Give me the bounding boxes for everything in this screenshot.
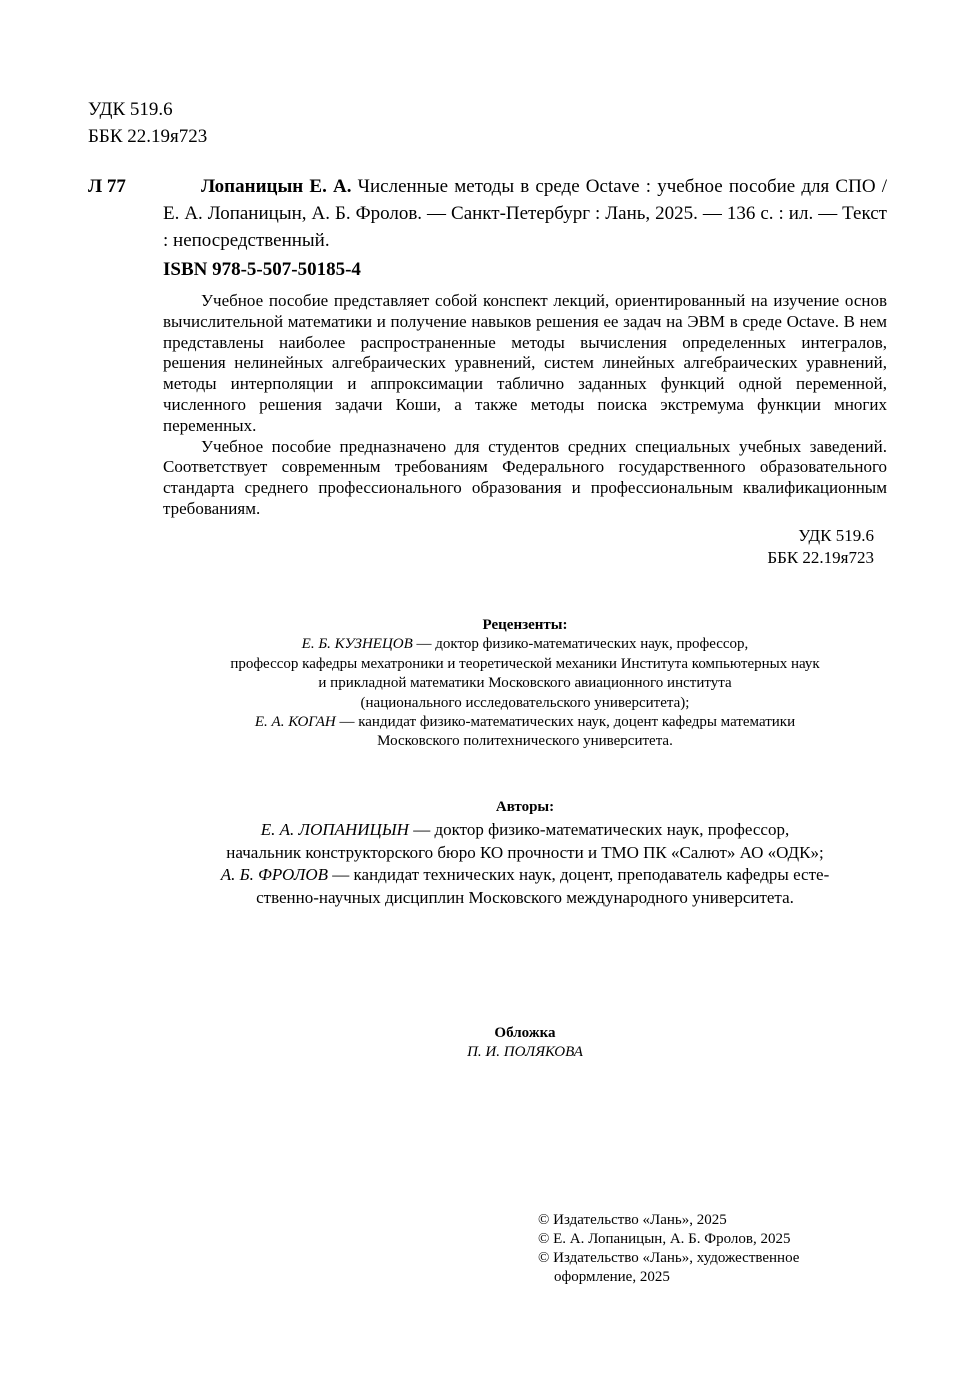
cover-designer: П. И. ПОЛЯКОВА [467,1044,583,1060]
isbn: ISBN 978-5-507-50185-4 [163,259,361,280]
record-text: Численные методы в среде Octave : учебное пособие для СПО / Е. А. Лопаницын, А. Б. Фролов. — Санкт-Петербург : Лань, 2025. — 136 с. : ил. — Текст : непосредственный. [163,176,887,251]
author-2-name: А. Б. ФРОЛОВ [220,865,329,885]
copyright-line-1: © Издательство «Лань», 2025 [538,1212,727,1228]
annotation-paragraph-2: Учебное пособие предназначено для студентов средних специальных учебных заведений. Соответствует современным требованиям Федерального государственного образовательного стандарта среднего профессионального образования и профессиональным квалификационным требованиям. [163,436,887,518]
authors-heading: Авторы: [495,799,555,815]
author-mark: Л 77 [88,176,126,197]
udk-code: УДК 519.6 [88,99,173,120]
udk-code-right: УДК 519.6 [798,526,874,545]
reviewer-1-line-2: профессор кафедры мехатроники и теоретической механики Института компьютерных наук [230,655,820,672]
authors-block [100,798,950,909]
author-2-line-2: ственно-научных дисциплин Московского международного университета. [256,887,794,907]
author-1-line-2: начальник конструкторского бюро КО прочности и ТМО ПК «Салют» АО «ОДК»; [226,842,824,862]
bbk-code: ББК 22.19я723 [88,126,208,147]
reviewer-1-name: Е. Б. КУЗНЕЦОВ [301,636,413,653]
copyright-line-2: © Е. А. Лопаницын, А. Б. Фролов, 2025 [538,1231,791,1247]
bibliographic-record [163,173,887,254]
reviewer-2-name: Е. А. КОГАН [254,714,336,731]
cover-block [100,1024,950,1062]
annotation [163,291,887,520]
copyright-block [538,1211,799,1287]
reviewer-2-line-1: Е. А. КОГАН — кандидат физико-математических наук, доцент кафедры математики [254,714,796,731]
copyright-line-3: © Издательство «Лань», художественное [538,1250,800,1266]
reviewer-1-line-1: Е. Б. КУЗНЕЦОВ — доктор физико-математических наук, профессор, [301,636,749,653]
classification-block-right [740,525,874,569]
cover-heading: Обложка [494,1025,556,1041]
reviewers-block [100,616,950,752]
author-2-line-1: А. Б. ФРОЛОВ — кандидат технических наук, доцент, преподаватель кафедры есте- [220,865,830,885]
copyright-line-4: оформление, 2025 [554,1269,670,1285]
annotation-paragraph-1: Учебное пособие представляет собой конспект лекций, ориентированный на изучение основ вычислительной математики и получение навыков решения ее задач на ЭВМ в среде Octave. В нем представлены наиболее распространенные методы вычисления определенных интегралов, решения нелинейных алгебраических уравнений, систем линейных алгебраических уравнений, методы интерполяции и аппроксимации таблично заданных функций одной переменной, численного решения задачи Коши, а также методы поиска экстремума функции многих переменных. [163,291,887,435]
reviewer-2-line-2: Московского политехнического университета. [377,733,673,750]
record-author: Лопаницын Е. А. [201,176,352,197]
reviewer-1-line-3: и прикладной математики Московского авиационного института [318,675,732,692]
reviewers-heading: Рецензенты: [482,617,568,633]
reviewer-1-line-4: (национального исследовательского университета); [360,694,690,711]
bbk-code-right: ББК 22.19я723 [767,548,874,567]
author-1-name: Е. А. ЛОПАНИЦЫН [260,820,409,839]
author-1-line-1: Е. А. ЛОПАНИЦЫН — доктор физико-математических наук, профессор, [260,820,790,839]
classification-block-top [88,96,207,150]
